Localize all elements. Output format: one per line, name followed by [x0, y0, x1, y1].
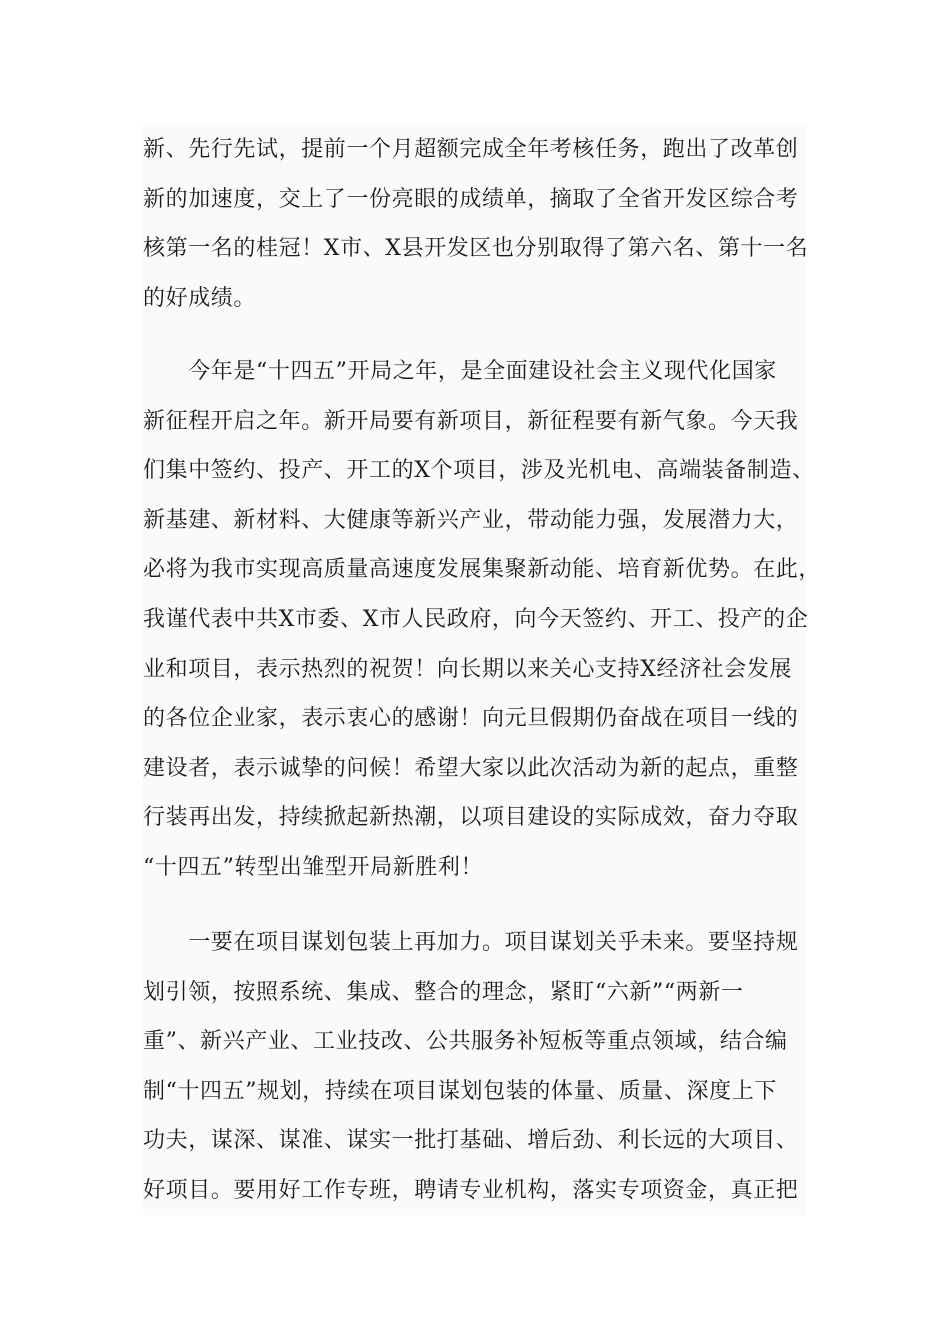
- text-line: 建设者，表示诚挚的问候！希望大家以此次活动为新的起点，重整: [143, 755, 799, 781]
- paragraph-1: [143, 125, 809, 323]
- text-line: 必将为我市实现高质量高速度发展集聚新动能、培育新优势。在此，: [143, 557, 822, 583]
- text-line: 行装再出发，持续掀起新热潮，以项目建设的实际成效，奋力夺取: [143, 805, 799, 831]
- text-line: 制“十四五”规划，持续在项目谋划包装的体量、质量、深度上下: [143, 1078, 777, 1104]
- paragraph-2: [143, 347, 822, 893]
- text-line: 业和项目，表示热烈的祝贺！向长期以来关心支持X经济社会发展: [143, 656, 793, 682]
- text-line: 重”、新兴产业、工业技改、公共服务补短板等重点领域，结合编: [143, 1029, 788, 1055]
- text-line: 们集中签约、投产、开工的X个项目，涉及光机电、高端装备制造、: [143, 458, 815, 484]
- text-line: “十四五”转型出雏型开局新胜利！: [143, 854, 484, 880]
- document-body: [143, 125, 822, 1215]
- text-line: 新的加速度，交上了一份亮眼的成绩单，摘取了全省开发区综合考: [143, 186, 799, 212]
- text-line: 核第一名的桂冠！X市、X县开发区也分别取得了第六名、第十一名: [143, 236, 809, 262]
- text-line: 今年是“十四五”开局之年，是全面建设社会主义现代化国家: [143, 359, 777, 384]
- text-line: 新基建、新材料、大健康等新兴产业，带动能力强，发展潜力大，: [143, 507, 799, 533]
- text-line: 划引领，按照系统、集成、整合的理念，紧盯“六新”“两新一: [143, 979, 744, 1005]
- text-line: 新、先行先试，提前一个月超额完成全年考核任务，跑出了改革创: [143, 137, 799, 162]
- text-line: 的好成绩。: [143, 285, 257, 311]
- text-line: 功夫，谋深、谋准、谋实一批打基础、增后劲、利长远的大项目、: [143, 1128, 799, 1154]
- text-line: 我谨代表中共X市委、X市人民政府，向今天签约、开工、投产的企: [143, 606, 809, 632]
- paragraph-3: [143, 918, 806, 1216]
- text-line: 一要在项目谋划包装上再加力。项目谋划关乎未来。要坚持规: [143, 930, 799, 955]
- text-line: 的各位企业家，表示衷心的感谢！向元旦假期仍奋战在项目一线的: [143, 706, 799, 732]
- text-line: 好项目。要用好工作专班，聘请专业机构，落实专项资金，真正把: [143, 1177, 799, 1203]
- text-line: 新征程开启之年。新开局要有新项目，新征程要有新气象。今天我: [143, 408, 799, 434]
